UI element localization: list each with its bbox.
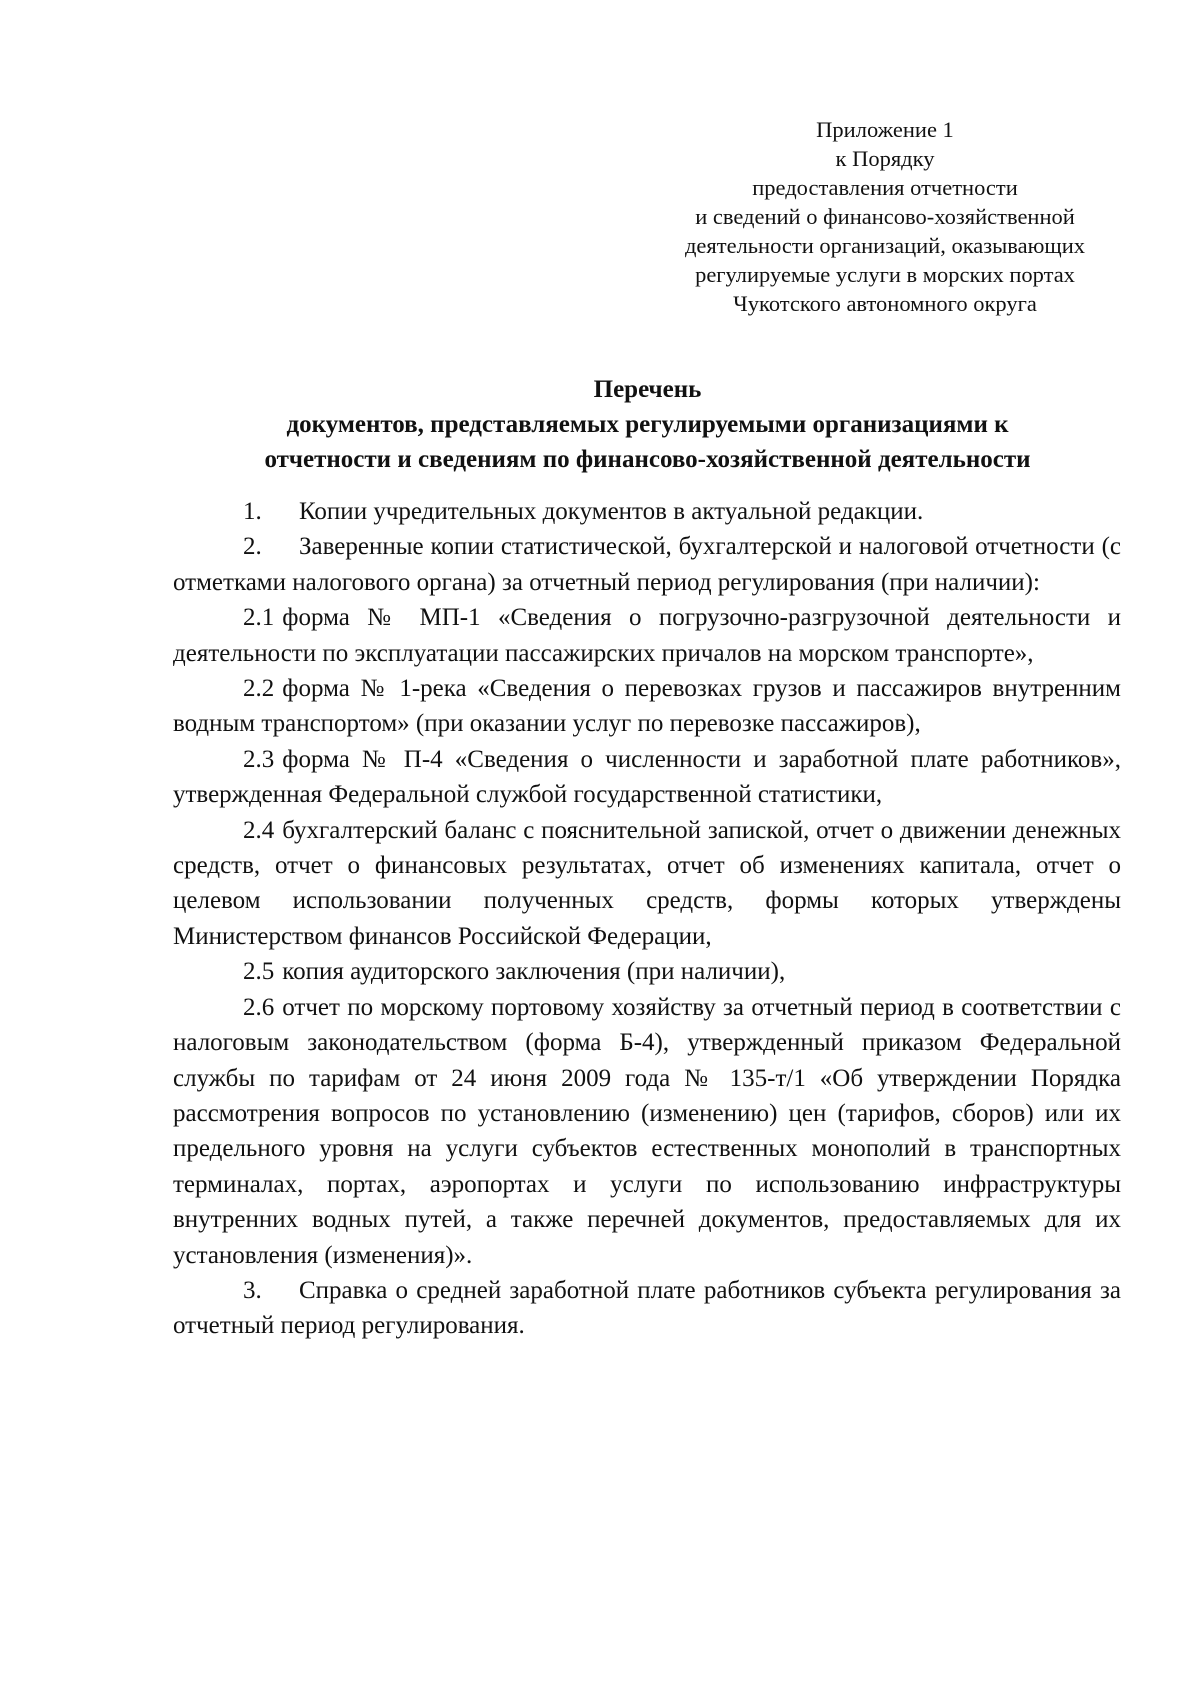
appendix-line: регулируемые услуги в морских портах bbox=[695, 262, 1075, 287]
list-item bbox=[173, 990, 1121, 1273]
item-number: 2.1 bbox=[243, 604, 275, 632]
document-title bbox=[170, 372, 1125, 477]
list-item bbox=[173, 813, 1121, 955]
item-number: 2.2 bbox=[243, 675, 275, 703]
list-item bbox=[173, 600, 1121, 671]
item-text: форма № МП-1 «Сведения о погрузочно-разгрузочной деятельности и деятельности по эксплуатации пассажирских причалов на морском транспорте», bbox=[173, 604, 1121, 667]
item-text: форма № 1-река «Сведения о перевозках грузов и пассажиров внутренним водным транспортом» (при оказании услуг по перевозке пассажиров), bbox=[173, 675, 1121, 738]
appendix-line: и сведений о финансово-хозяйственной bbox=[695, 204, 1075, 229]
item-text: форма № П-4 «Сведения о численности и заработной плате работников», утвержденная Федеральной службой государственной статистики, bbox=[173, 745, 1121, 809]
item-number: 2.3 bbox=[243, 745, 275, 773]
item-text: копия аудиторского заключения (при наличии), bbox=[282, 958, 786, 986]
appendix-line: Чукотского автономного округа bbox=[733, 291, 1037, 316]
item-number: 3. bbox=[243, 1276, 262, 1304]
document-body bbox=[173, 494, 1121, 1344]
title-line: отчетности и сведениям по финансово-хозяйственной деятельности bbox=[264, 446, 1031, 473]
item-number: 2. bbox=[243, 533, 262, 561]
item-number: 2.5 bbox=[243, 958, 275, 986]
item-text: отчет по морскому портовому хозяйству за отчетный период в соответствии с налоговым законодательством (форма Б-4), утвержденный приказом Федеральной службы по тарифам от 24 июня 2009 года № 135-т/1 «Об утверждении Порядка рассмотрения вопросов по установлению (изменению) цен (тарифов, сборов) или их предельного уровня на услуги субъектов естественных монополий в транспортных терминалах, портах, аэропортах и услуги по использованию инфраструктуры внутренних водных путей, а также перечней документов, предоставляемых для их установления (изменения)». bbox=[173, 993, 1121, 1269]
list-item bbox=[173, 954, 1121, 989]
item-text: Заверенные копии статистической, бухгалтерской и налоговой отчетности (с отметками налогового органа) за отчетный период регулирования (при наличии): bbox=[173, 533, 1121, 596]
item-number: 2.6 bbox=[243, 993, 275, 1021]
item-text: Копии учредительных документов в актуальной редакции. bbox=[299, 498, 924, 525]
appendix-line: предоставления отчетности bbox=[752, 175, 1018, 200]
item-number: 1. bbox=[243, 498, 262, 525]
item-text: Справка о средней заработной плате работников субъекта регулирования за отчетный период регулирования. bbox=[173, 1276, 1121, 1340]
list-item bbox=[173, 1273, 1121, 1344]
appendix-line: к Порядку bbox=[835, 146, 935, 171]
list-item bbox=[173, 671, 1121, 742]
list-item bbox=[173, 742, 1121, 813]
item-text: бухгалтерский баланс с пояснительной запиской, отчет о движении денежных средств, отчет о финансовых результатах, отчет об изменениях капитала, отчет о целевом использовании полученных средств, формы которых утверждены Министерством финансов Российской Федерации, bbox=[173, 816, 1121, 950]
item-number: 2.4 bbox=[243, 816, 275, 844]
appendix-header bbox=[665, 115, 1105, 318]
list-item bbox=[173, 494, 1121, 529]
appendix-line: деятельности организаций, оказывающих bbox=[684, 233, 1086, 258]
appendix-line: Приложение 1 bbox=[816, 117, 954, 142]
list-item bbox=[173, 529, 1121, 600]
title-line: документов, представляемых регулируемыми организациями к bbox=[286, 411, 1009, 438]
title-line: Перечень bbox=[593, 376, 702, 403]
